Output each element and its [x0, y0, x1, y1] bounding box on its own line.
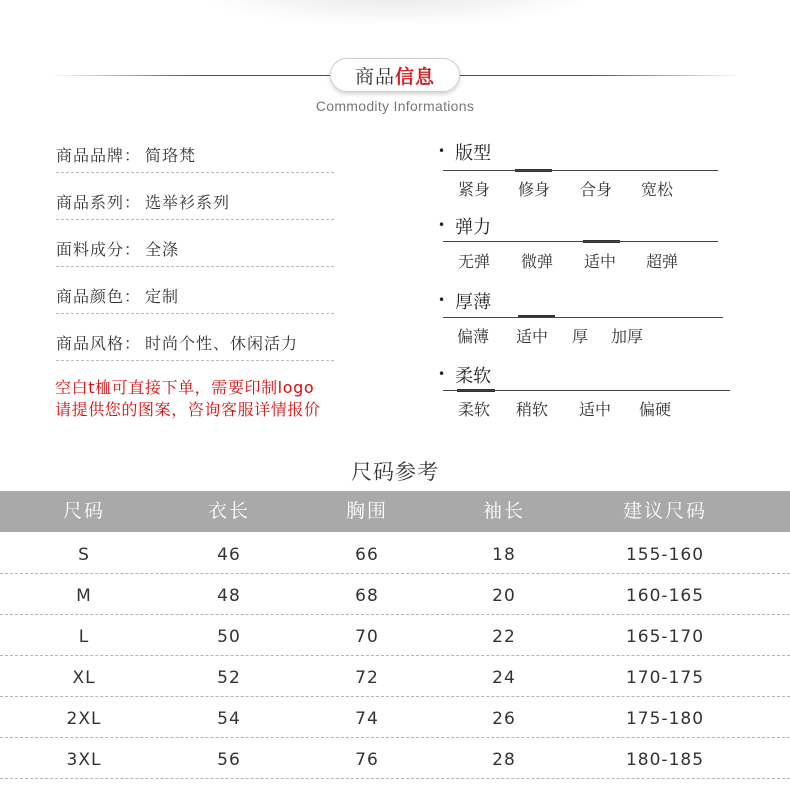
- info-value: 定制: [145, 287, 180, 306]
- attr-option: 紧身: [458, 180, 491, 199]
- info-row-color: [56, 274, 334, 314]
- size-chart-title: 尺码参考: [351, 460, 439, 484]
- section-title-part1: 商品: [354, 65, 395, 88]
- info-label: 商品品牌：: [56, 146, 142, 165]
- cell-chest: 68: [355, 586, 379, 606]
- cell-size: M: [76, 586, 92, 606]
- cell-length: 48: [217, 586, 241, 606]
- attr-divider: [443, 317, 723, 318]
- info-label: 商品系列：: [56, 193, 142, 212]
- cell-length: 52: [217, 668, 241, 688]
- attr-title-fit: [438, 139, 491, 165]
- cell-sleeve: 26: [492, 709, 516, 729]
- bullet-icon: •: [438, 367, 446, 381]
- attr-option: 偏薄: [457, 327, 490, 346]
- bullet-icon: •: [438, 218, 446, 232]
- cell-sleeve: 28: [492, 750, 516, 770]
- table-row: [0, 615, 790, 656]
- cell-size: 3XL: [66, 750, 102, 770]
- attr-option: 微弹: [521, 252, 554, 271]
- cell-recommended: 165-170: [625, 627, 705, 647]
- cell-sleeve: 22: [492, 627, 516, 647]
- header-sleeve: 袖长: [482, 500, 525, 522]
- table-row: [0, 656, 790, 697]
- notice-line-2: 请提供您的图案，咨询客服详情报价: [55, 400, 321, 419]
- attr-option: 加厚: [611, 327, 644, 346]
- cell-sleeve: 20: [492, 586, 516, 606]
- cell-size: XL: [72, 668, 96, 688]
- section-subtitle: Commodity Informations: [315, 98, 475, 114]
- info-value: 选举衫系列: [145, 193, 231, 212]
- attr-option: 适中: [516, 327, 549, 346]
- info-label: 商品颜色：: [56, 287, 142, 306]
- info-value: 简珞梵: [145, 146, 197, 165]
- attr-option: 修身: [518, 180, 551, 199]
- header-divider-left: [50, 75, 330, 76]
- cell-length: 46: [217, 545, 241, 565]
- cell-recommended: 160-165: [625, 586, 705, 606]
- notice-line-1: 空白t桖可直接下单，需要印制logo: [55, 378, 315, 397]
- info-row-fabric: [56, 227, 334, 267]
- attr-option: 合身: [580, 180, 613, 199]
- cell-recommended: 155-160: [625, 545, 705, 565]
- section-title: [330, 58, 460, 92]
- cell-size: S: [78, 545, 90, 565]
- attr-option: 适中: [579, 400, 612, 419]
- cell-chest: 66: [355, 545, 379, 565]
- attr-divider: [443, 241, 718, 242]
- info-row-brand: [56, 133, 334, 173]
- cell-sleeve: 24: [492, 668, 516, 688]
- attr-option: 厚: [572, 327, 589, 346]
- attr-title-softness: [438, 362, 491, 388]
- cell-length: 54: [217, 709, 241, 729]
- header-divider-right: [460, 75, 740, 76]
- info-label: 面料成分：: [56, 240, 142, 259]
- attr-option: 宽松: [641, 180, 674, 199]
- attr-title-elasticity: [438, 213, 491, 239]
- attr-option: 柔软: [458, 400, 491, 419]
- table-row: [0, 533, 790, 574]
- info-row-series: [56, 180, 334, 220]
- attr-title-label: 版型: [455, 143, 492, 164]
- table-row: [0, 738, 790, 779]
- bullet-icon: •: [438, 293, 446, 307]
- section-title-part2: 信息: [395, 65, 436, 88]
- attr-option: 适中: [584, 252, 617, 271]
- cell-chest: 72: [355, 668, 379, 688]
- attr-option: 稍软: [516, 400, 549, 419]
- cell-chest: 76: [355, 750, 379, 770]
- cell-size: 2XL: [66, 709, 102, 729]
- header-length: 衣长: [207, 500, 250, 522]
- attr-title-label: 弹力: [455, 217, 492, 238]
- info-value: 时尚个性、休闲活力: [145, 334, 299, 353]
- attr-option: 超弹: [646, 252, 679, 271]
- cell-sleeve: 18: [492, 545, 516, 565]
- header-recommended: 建议尺码: [622, 500, 707, 522]
- cell-recommended: 175-180: [625, 709, 705, 729]
- table-row: [0, 697, 790, 738]
- attr-title-label: 厚薄: [455, 292, 492, 313]
- cell-size: L: [78, 627, 90, 647]
- info-row-style: [56, 321, 334, 361]
- size-table-header: [0, 491, 790, 532]
- attr-divider: [443, 390, 730, 391]
- top-shadow: [195, 0, 595, 26]
- cell-chest: 74: [355, 709, 379, 729]
- info-label: 商品风格：: [56, 334, 142, 353]
- bullet-icon: •: [438, 144, 446, 158]
- cell-length: 50: [217, 627, 241, 647]
- attr-title-label: 柔软: [455, 366, 492, 387]
- attr-option: 无弹: [458, 252, 491, 271]
- cell-recommended: 180-185: [625, 750, 705, 770]
- cell-chest: 70: [355, 627, 379, 647]
- header-chest: 胸围: [345, 500, 388, 522]
- attr-title-thickness: [438, 288, 491, 314]
- cell-length: 56: [217, 750, 241, 770]
- table-row: [0, 574, 790, 615]
- attr-option: 偏硬: [639, 400, 672, 419]
- cell-recommended: 170-175: [625, 668, 705, 688]
- attr-divider: [443, 170, 718, 171]
- info-value: 全涤: [145, 240, 180, 259]
- header-size: 尺码: [62, 500, 105, 522]
